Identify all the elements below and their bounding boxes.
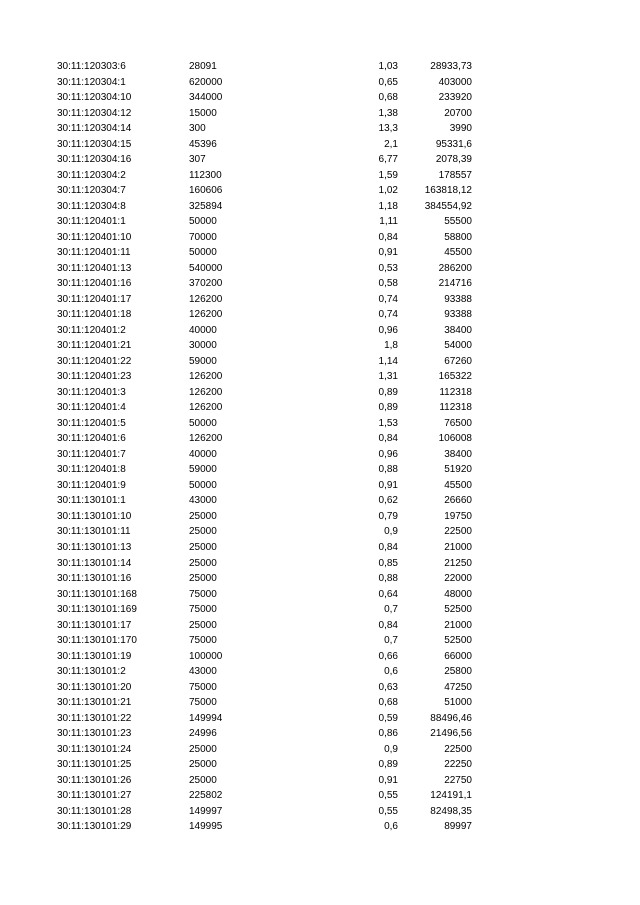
table-row xyxy=(0,214,640,230)
coefficient-cell: 1,8 xyxy=(384,340,398,352)
base-value-cell: 25000 xyxy=(189,743,217,755)
result-value-cell: 95331,6 xyxy=(435,138,472,150)
table-row xyxy=(0,556,640,572)
result-value-cell: 21000 xyxy=(444,619,472,631)
table-row xyxy=(0,400,640,416)
coefficient-cell: 0,89 xyxy=(378,402,398,414)
coefficient-cell: 0,7 xyxy=(384,604,398,616)
coefficient-cell: 1,14 xyxy=(378,355,398,367)
result-value-cell: 112318 xyxy=(439,386,472,398)
base-value-cell: 75000 xyxy=(189,697,217,709)
coefficient-cell: 0,89 xyxy=(378,386,398,398)
table-row xyxy=(0,462,640,478)
result-value-cell: 22500 xyxy=(444,526,472,538)
base-value-cell: 43000 xyxy=(189,495,217,507)
table-row xyxy=(0,199,640,215)
table-row xyxy=(0,385,640,401)
cadastral-number-cell: 30:11:130101:24 xyxy=(57,743,132,755)
result-value-cell: 178557 xyxy=(438,169,472,181)
coefficient-cell: 0,9 xyxy=(384,743,398,755)
coefficient-cell: 0,63 xyxy=(378,681,398,693)
base-value-cell: 126200 xyxy=(189,309,223,321)
cadastral-number-cell: 30:11:130101:14 xyxy=(57,557,132,569)
result-value-cell: 76500 xyxy=(444,417,472,429)
base-value-cell: 50000 xyxy=(189,216,217,228)
coefficient-cell: 0,84 xyxy=(378,541,398,553)
table-row xyxy=(0,447,640,463)
result-value-cell: 124191,1 xyxy=(430,790,472,802)
base-value-cell: 50000 xyxy=(189,417,217,429)
cadastral-number-cell: 30:11:130101:168 xyxy=(57,588,137,600)
result-value-cell: 52500 xyxy=(444,604,472,616)
table-row xyxy=(0,416,640,432)
cadastral-number-cell: 30:11:130101:16 xyxy=(57,573,132,585)
result-value-cell: 25800 xyxy=(444,666,472,678)
coefficient-cell: 2,1 xyxy=(384,138,398,150)
table-row xyxy=(0,307,640,323)
coefficient-cell: 0,91 xyxy=(378,247,398,259)
base-value-cell: 25000 xyxy=(189,557,217,569)
base-value-cell: 75000 xyxy=(189,635,217,647)
result-value-cell: 20700 xyxy=(444,107,472,119)
coefficient-cell: 0,55 xyxy=(378,805,398,817)
table-row xyxy=(0,571,640,587)
cadastral-number-cell: 30:11:120401:3 xyxy=(57,386,126,398)
result-value-cell: 48000 xyxy=(444,588,472,600)
coefficient-cell: 0,84 xyxy=(378,231,398,243)
cadastral-number-cell: 30:11:130101:17 xyxy=(57,619,132,631)
result-value-cell: 38400 xyxy=(444,324,472,336)
table-row xyxy=(0,168,640,184)
result-value-cell: 21000 xyxy=(444,541,472,553)
result-value-cell: 286200 xyxy=(438,262,472,274)
base-value-cell: 15000 xyxy=(189,107,217,119)
base-value-cell: 59000 xyxy=(189,464,217,476)
cadastral-number-cell: 30:11:120304:16 xyxy=(57,154,132,166)
base-value-cell: 160606 xyxy=(189,185,223,197)
result-value-cell: 47250 xyxy=(444,681,472,693)
table-row xyxy=(0,90,640,106)
cadastral-number-cell: 30:11:120401:23 xyxy=(57,371,132,383)
coefficient-cell: 0,88 xyxy=(378,464,398,476)
coefficient-cell: 0,96 xyxy=(378,448,398,460)
coefficient-cell: 0,91 xyxy=(378,479,398,491)
table-row xyxy=(0,323,640,339)
base-value-cell: 75000 xyxy=(189,681,217,693)
table-row xyxy=(0,261,640,277)
table-row xyxy=(0,230,640,246)
cadastral-number-cell: 30:11:120304:7 xyxy=(57,185,126,197)
table-row xyxy=(0,788,640,804)
cadastral-number-cell: 30:11:130101:11 xyxy=(57,526,131,538)
cadastral-number-cell: 30:11:120304:14 xyxy=(57,123,132,135)
base-value-cell: 59000 xyxy=(189,355,217,367)
cadastral-number-cell: 30:11:130101:169 xyxy=(57,604,137,616)
base-value-cell: 50000 xyxy=(189,247,217,259)
table-row xyxy=(0,618,640,634)
table-row xyxy=(0,493,640,509)
base-value-cell: 149994 xyxy=(189,712,223,724)
result-value-cell: 93388 xyxy=(444,309,472,321)
cadastral-number-cell: 30:11:120304:10 xyxy=(57,92,132,104)
table-row xyxy=(0,711,640,727)
result-value-cell: 21496,56 xyxy=(430,728,472,740)
base-value-cell: 75000 xyxy=(189,588,217,600)
coefficient-cell: 0,65 xyxy=(378,76,398,88)
result-value-cell: 165322 xyxy=(438,371,472,383)
table-row xyxy=(0,478,640,494)
cadastral-number-cell: 30:11:120401:5 xyxy=(57,417,126,429)
cadastral-number-cell: 30:11:120401:21 xyxy=(57,340,132,352)
cadastral-number-cell: 30:11:120401:17 xyxy=(57,293,132,305)
result-value-cell: 3990 xyxy=(449,123,472,135)
table-row xyxy=(0,137,640,153)
result-value-cell: 58800 xyxy=(444,231,472,243)
result-value-cell: 22000 xyxy=(444,573,472,585)
cadastral-number-cell: 30:11:130101:10 xyxy=(57,510,132,522)
table-row xyxy=(0,819,640,835)
table-row xyxy=(0,587,640,603)
result-value-cell: 22250 xyxy=(444,759,472,771)
table-row xyxy=(0,633,640,649)
coefficient-cell: 0,86 xyxy=(378,728,398,740)
cadastral-number-cell: 30:11:130101:26 xyxy=(57,774,132,786)
base-value-cell: 126200 xyxy=(189,402,223,414)
cadastral-number-cell: 30:11:120401:4 xyxy=(57,402,126,414)
result-value-cell: 51920 xyxy=(444,464,472,476)
base-value-cell: 25000 xyxy=(189,774,217,786)
cadastral-number-cell: 30:11:130101:170 xyxy=(57,635,137,647)
coefficient-cell: 0,66 xyxy=(378,650,398,662)
result-value-cell: 88496,46 xyxy=(430,712,472,724)
base-value-cell: 100000 xyxy=(189,650,223,662)
table-row xyxy=(0,121,640,137)
base-value-cell: 307 xyxy=(189,154,206,166)
table-row xyxy=(0,292,640,308)
result-value-cell: 22750 xyxy=(444,774,472,786)
result-value-cell: 66000 xyxy=(444,650,472,662)
coefficient-cell: 1,38 xyxy=(378,107,398,119)
base-value-cell: 70000 xyxy=(189,231,217,243)
base-value-cell: 30000 xyxy=(189,340,217,352)
coefficient-cell: 0,68 xyxy=(378,92,398,104)
base-value-cell: 225802 xyxy=(189,790,223,802)
coefficient-cell: 0,74 xyxy=(378,293,398,305)
coefficient-cell: 1,53 xyxy=(378,417,398,429)
cadastral-number-cell: 30:11:120304:12 xyxy=(57,107,132,119)
table-row xyxy=(0,804,640,820)
coefficient-cell: 1,02 xyxy=(378,185,398,197)
cadastral-number-cell: 30:11:120304:1 xyxy=(57,76,126,88)
coefficient-cell: 1,03 xyxy=(378,61,398,72)
result-value-cell: 45500 xyxy=(444,479,472,491)
result-value-cell: 26660 xyxy=(444,495,472,507)
cadastral-number-cell: 30:11:130101:25 xyxy=(57,759,132,771)
coefficient-cell: 1,11 xyxy=(379,216,398,228)
data-table xyxy=(0,59,640,835)
base-value-cell: 43000 xyxy=(189,666,217,678)
table-row xyxy=(0,183,640,199)
coefficient-cell: 0,68 xyxy=(378,697,398,709)
cadastral-number-cell: 30:11:130101:21 xyxy=(57,697,132,709)
base-value-cell: 28091 xyxy=(189,61,217,72)
base-value-cell: 50000 xyxy=(189,479,217,491)
coefficient-cell: 6,77 xyxy=(378,154,398,166)
base-value-cell: 540000 xyxy=(189,262,223,274)
table-row xyxy=(0,540,640,556)
coefficient-cell: 0,74 xyxy=(378,309,398,321)
coefficient-cell: 0,58 xyxy=(378,278,398,290)
result-value-cell: 52500 xyxy=(444,635,472,647)
base-value-cell: 112300 xyxy=(189,169,222,181)
base-value-cell: 149995 xyxy=(189,821,223,833)
result-value-cell: 28933,73 xyxy=(430,61,472,72)
base-value-cell: 126200 xyxy=(189,293,223,305)
table-row xyxy=(0,276,640,292)
result-value-cell: 22500 xyxy=(444,743,472,755)
result-value-cell: 51000 xyxy=(444,697,472,709)
coefficient-cell: 0,96 xyxy=(378,324,398,336)
coefficient-cell: 1,31 xyxy=(378,371,398,383)
base-value-cell: 344000 xyxy=(189,92,223,104)
cadastral-number-cell: 30:11:130101:19 xyxy=(57,650,132,662)
result-value-cell: 403000 xyxy=(438,76,472,88)
cadastral-number-cell: 30:11:120401:13 xyxy=(57,262,132,274)
cadastral-number-cell: 30:11:130101:13 xyxy=(57,541,132,553)
result-value-cell: 45500 xyxy=(444,247,472,259)
base-value-cell: 300 xyxy=(189,123,206,135)
result-value-cell: 21250 xyxy=(444,557,472,569)
table-row xyxy=(0,245,640,261)
result-value-cell: 93388 xyxy=(444,293,472,305)
base-value-cell: 25000 xyxy=(189,619,217,631)
cadastral-number-cell: 30:11:120401:1 xyxy=(57,216,126,228)
result-value-cell: 89997 xyxy=(444,821,472,833)
cadastral-number-cell: 30:11:130101:23 xyxy=(57,728,132,740)
base-value-cell: 45396 xyxy=(189,138,217,150)
result-value-cell: 214716 xyxy=(438,278,472,290)
table-row xyxy=(0,152,640,168)
coefficient-cell: 0,6 xyxy=(384,821,398,833)
coefficient-cell: 0,89 xyxy=(378,759,398,771)
coefficient-cell: 13,3 xyxy=(378,123,398,135)
coefficient-cell: 0,59 xyxy=(378,712,398,724)
coefficient-cell: 0,88 xyxy=(378,573,398,585)
cadastral-number-cell: 30:11:130101:29 xyxy=(57,821,132,833)
cadastral-number-cell: 30:11:120401:6 xyxy=(57,433,126,445)
coefficient-cell: 0,91 xyxy=(378,774,398,786)
coefficient-cell: 0,84 xyxy=(378,619,398,631)
base-value-cell: 325894 xyxy=(189,200,223,212)
coefficient-cell: 0,84 xyxy=(378,433,398,445)
result-value-cell: 55500 xyxy=(444,216,472,228)
result-value-cell: 106008 xyxy=(438,433,472,445)
base-value-cell: 25000 xyxy=(189,541,217,553)
cadastral-number-cell: 30:11:120401:11 xyxy=(57,247,131,259)
cadastral-number-cell: 30:11:120401:7 xyxy=(57,448,126,460)
coefficient-cell: 1,18 xyxy=(378,200,398,212)
table-row xyxy=(0,354,640,370)
cadastral-number-cell: 30:11:120304:2 xyxy=(57,169,126,181)
cadastral-number-cell: 30:11:120401:2 xyxy=(57,324,126,336)
coefficient-cell: 0,55 xyxy=(378,790,398,802)
cadastral-number-cell: 30:11:120401:22 xyxy=(57,355,132,367)
table-row xyxy=(0,726,640,742)
base-value-cell: 126200 xyxy=(189,386,223,398)
cadastral-number-cell: 30:11:120401:8 xyxy=(57,464,126,476)
base-value-cell: 75000 xyxy=(189,604,217,616)
base-value-cell: 40000 xyxy=(189,324,217,336)
cadastral-number-cell: 30:11:130101:27 xyxy=(57,790,132,802)
coefficient-cell: 0,6 xyxy=(384,666,398,678)
base-value-cell: 620000 xyxy=(189,76,223,88)
cadastral-number-cell: 30:11:130101:2 xyxy=(57,666,126,678)
cadastral-number-cell: 30:11:120401:9 xyxy=(57,479,126,491)
cadastral-number-cell: 30:11:120304:8 xyxy=(57,200,126,212)
base-value-cell: 40000 xyxy=(189,448,217,460)
coefficient-cell: 0,79 xyxy=(378,510,398,522)
result-value-cell: 384554,92 xyxy=(424,200,472,212)
base-value-cell: 24996 xyxy=(189,728,217,740)
base-value-cell: 126200 xyxy=(189,371,223,383)
base-value-cell: 25000 xyxy=(189,573,217,585)
result-value-cell: 19750 xyxy=(444,510,472,522)
cadastral-number-cell: 30:11:130101:20 xyxy=(57,681,132,693)
result-value-cell: 112318 xyxy=(439,402,472,414)
base-value-cell: 370200 xyxy=(189,278,223,290)
cadastral-number-cell: 30:11:130101:1 xyxy=(57,495,126,507)
coefficient-cell: 0,64 xyxy=(378,588,398,600)
table-row xyxy=(0,431,640,447)
coefficient-cell: 1,59 xyxy=(378,169,398,181)
result-value-cell: 233920 xyxy=(438,92,472,104)
table-row xyxy=(0,773,640,789)
result-value-cell: 67260 xyxy=(444,355,472,367)
base-value-cell: 25000 xyxy=(189,526,217,538)
cadastral-number-cell: 30:11:120303:6 xyxy=(57,61,126,72)
table-row xyxy=(0,602,640,618)
table-row xyxy=(0,664,640,680)
table-row xyxy=(0,59,640,75)
coefficient-cell: 0,9 xyxy=(384,526,398,538)
base-value-cell: 126200 xyxy=(189,433,223,445)
cadastral-number-cell: 30:11:120304:15 xyxy=(57,138,132,150)
cadastral-number-cell: 30:11:120401:18 xyxy=(57,309,132,321)
table-row xyxy=(0,649,640,665)
result-value-cell: 82498,35 xyxy=(430,805,472,817)
table-row xyxy=(0,369,640,385)
coefficient-cell: 0,85 xyxy=(378,557,398,569)
table-row xyxy=(0,524,640,540)
base-value-cell: 25000 xyxy=(189,510,217,522)
base-value-cell: 25000 xyxy=(189,759,217,771)
result-value-cell: 2078,39 xyxy=(435,154,472,166)
table-row xyxy=(0,509,640,525)
result-value-cell: 54000 xyxy=(444,340,472,352)
result-value-cell: 163818,12 xyxy=(424,185,472,197)
table-row xyxy=(0,742,640,758)
base-value-cell: 149997 xyxy=(189,805,223,817)
table-row xyxy=(0,680,640,696)
cadastral-number-cell: 30:11:130101:22 xyxy=(57,712,132,724)
table-row xyxy=(0,695,640,711)
cadastral-number-cell: 30:11:120401:10 xyxy=(57,231,132,243)
result-value-cell: 38400 xyxy=(444,448,472,460)
coefficient-cell: 0,7 xyxy=(384,635,398,647)
cadastral-number-cell: 30:11:120401:16 xyxy=(57,278,132,290)
table-row xyxy=(0,338,640,354)
coefficient-cell: 0,53 xyxy=(378,262,398,274)
cadastral-number-cell: 30:11:130101:28 xyxy=(57,805,132,817)
table-row xyxy=(0,757,640,773)
table-row xyxy=(0,75,640,91)
table-row xyxy=(0,106,640,122)
coefficient-cell: 0,62 xyxy=(378,495,398,507)
